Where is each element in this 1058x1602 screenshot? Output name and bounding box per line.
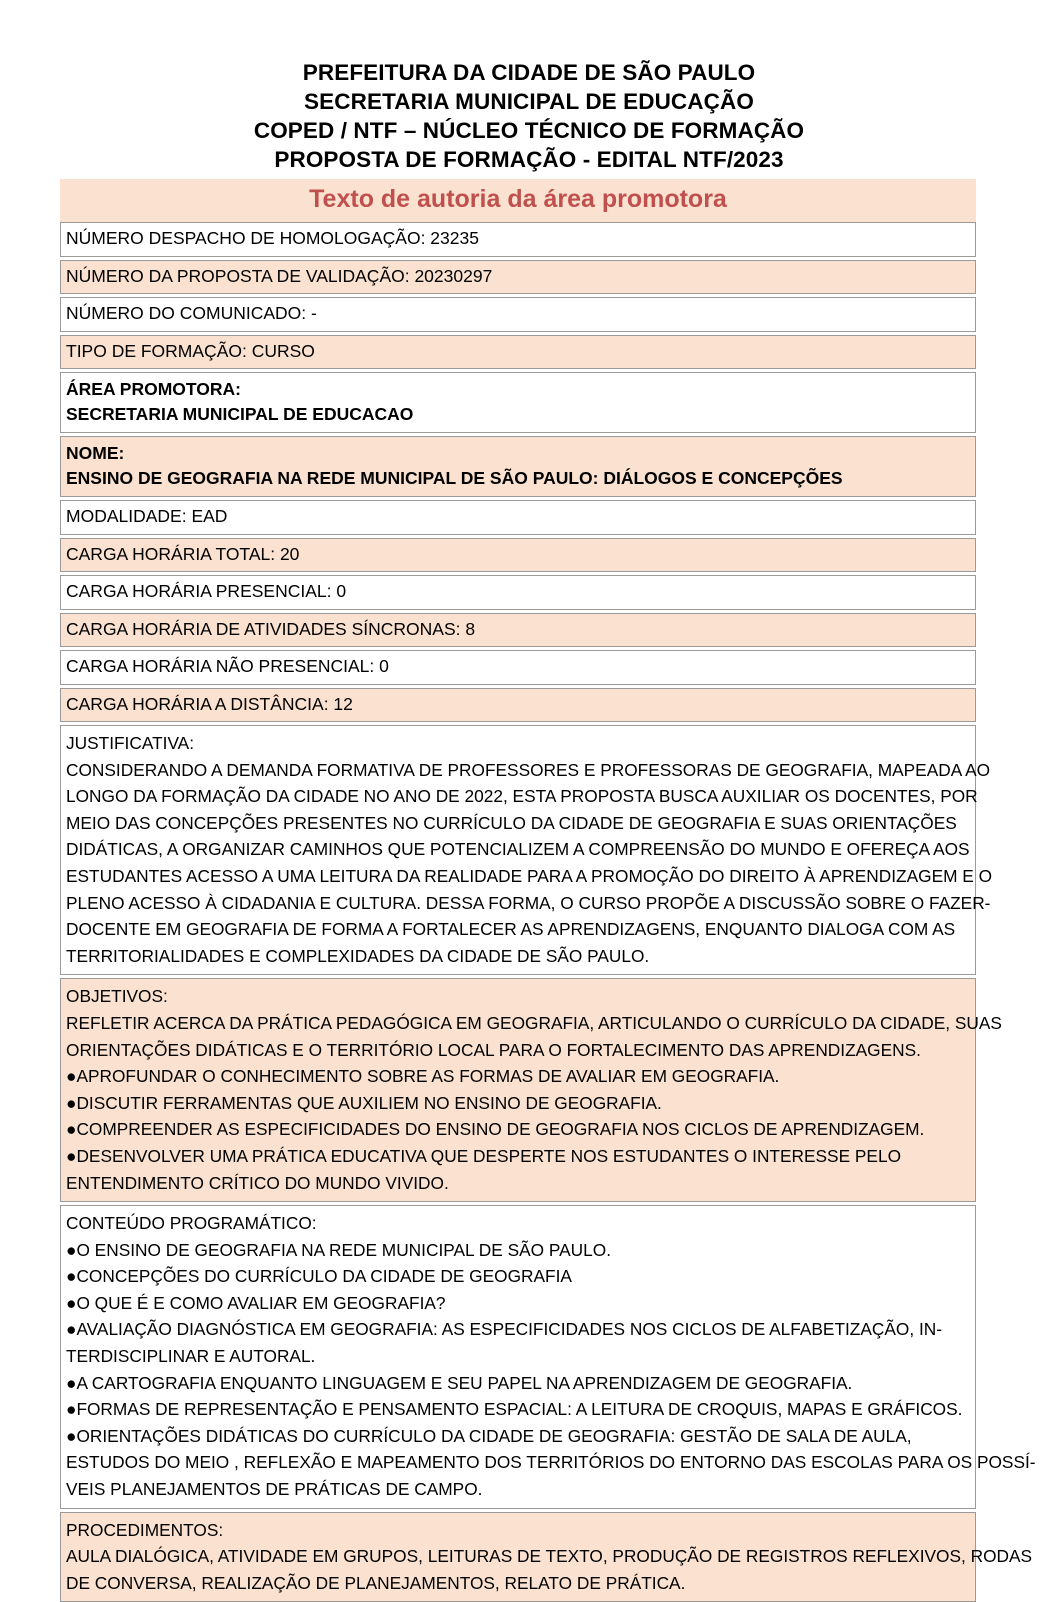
field-carga-distancia: CARGA HORÁRIA A DISTÂNCIA: 12	[66, 693, 353, 714]
field-carga-sincronas: CARGA HORÁRIA DE ATIVIDADES SÍNCRONAS: 8	[66, 618, 476, 639]
objetivos-line: ENTENDIMENTO CRÍTICO DO MUNDO VIVIDO.	[66, 1172, 449, 1193]
row-numero-despacho	[60, 222, 976, 257]
row-carga-total	[60, 538, 976, 573]
conteudo-bullet: ●AVALIAÇÃO DIAGNÓSTICA EM GEOGRAFIA: AS ESPECIFICIDADES NOS CICLOS DE ALFABETIZAÇÃO, IN-	[66, 1319, 942, 1340]
procedimentos-line: AULA DIALÓGICA, ATIVIDADE EM GRUPOS, LEITURAS DE TEXTO, PRODUÇÃO DE REGISTROS REFLEXIVOS, RODAS	[66, 1546, 1033, 1567]
label-justificativa: JUSTIFICATIVA:	[66, 733, 195, 753]
label-conteudo-programatico: CONTEÚDO PROGRAMÁTICO:	[66, 1213, 317, 1234]
objetivos-line: ORIENTAÇÕES DIDÁTICAS E O TERRITÓRIO LOCAL PARA O FORTALECIMENTO DAS APRENDIZAGENS.	[66, 1039, 921, 1060]
row-tipo-formacao	[60, 335, 976, 370]
row-objetivos	[60, 978, 1002, 1202]
justificativa-line: DIDÁTICAS, A ORGANIZAR CAMINHOS QUE POTENCIALIZEM A COMPREENSÃO DO MUNDO E OFEREÇA AOS	[66, 839, 970, 860]
row-procedimentos	[60, 1512, 1033, 1602]
banner-texto-autoria	[60, 179, 976, 222]
conteudo-bullet: ●O ENSINO DE GEOGRAFIA NA REDE MUNICIPAL DE SÃO PAULO.	[66, 1239, 611, 1260]
header-line-coped-ntf: COPED / NTF – NÚCLEO TÉCNICO DE FORMAÇÃO	[253, 118, 805, 143]
row-area-promotora	[60, 372, 976, 433]
row-carga-sincronas	[60, 613, 976, 648]
proposal-table	[60, 179, 1036, 1602]
value-nome: ENSINO DE GEOGRAFIA NA REDE MUNICIPAL DE SÃO PAULO: DIÁLOGOS E CONCEPÇÕES	[66, 468, 843, 488]
row-nome	[60, 436, 976, 497]
field-numero-proposta: NÚMERO DA PROPOSTA DE VALIDAÇÃO: 20230297	[66, 265, 493, 286]
row-carga-nao-presencial	[60, 650, 976, 685]
row-justificativa	[60, 725, 993, 975]
justificativa-line: PLENO ACESSO À CIDADANIA E CULTURA. DESSA FORMA, O CURSO PROPÕE A DISCUSSÃO SOBRE O FAZER-	[66, 892, 991, 913]
field-tipo-formacao: TIPO DE FORMAÇÃO: CURSO	[66, 340, 315, 361]
conteudo-bullet: ●CONCEPÇÕES DO CURRÍCULO DA CIDADE DE GEOGRAFIA	[66, 1266, 572, 1287]
field-carga-nao-presencial: CARGA HORÁRIA NÃO PRESENCIAL: 0	[66, 656, 389, 676]
objetivos-bullet: ●DISCUTIR FERRAMENTAS QUE AUXILIEM NO ENSINO DE GEOGRAFIA.	[66, 1092, 662, 1113]
label-area-promotora: ÁREA PROMOTORA:	[66, 379, 241, 399]
value-area-promotora: SECRETARIA MUNICIPAL DE EDUCACAO	[66, 404, 414, 424]
conteudo-bullet: ●ORIENTAÇÕES DIDÁTICAS DO CURRÍCULO DA CIDADE DE GEOGRAFIA: GESTÃO DE SALA DE AULA,	[66, 1425, 912, 1446]
row-carga-distancia	[60, 688, 976, 723]
label-procedimentos: PROCEDIMENTOS:	[66, 1519, 224, 1540]
justificativa-line: DOCENTE EM GEOGRAFIA DE FORMA A FORTALECER AS APRENDIZAGENS, ENQUANTO DIALOGA COM AS	[66, 919, 956, 940]
header-line-secretaria: SECRETARIA MUNICIPAL DE EDUCAÇÃO	[304, 89, 754, 114]
row-conteudo-programatico	[60, 1205, 1036, 1509]
row-carga-presencial	[60, 575, 976, 610]
justificativa-line: LONGO DA FORMAÇÃO DA CIDADE NO ANO DE 2022, ESTA PROPOSTA BUSCA AUXILIAR OS DOCENTES, POR	[66, 786, 978, 807]
field-carga-presencial: CARGA HORÁRIA PRESENCIAL: 0	[66, 581, 347, 601]
justificativa-line: ESTUDANTES ACESSO A UMA LEITURA DA REALIDADE PARA A PROMOÇÃO DO DIREITO À APRENDIZAGEM E O	[66, 865, 993, 886]
objetivos-bullet: ●DESENVOLVER UMA PRÁTICA EDUCATIVA QUE DESPERTE NOS ESTUDANTES O INTERESSE PELO	[66, 1145, 902, 1166]
justificativa-line: TERRITORIALIDADES E COMPLEXIDADES DA CIDADE DE SÃO PAULO.	[66, 945, 650, 966]
conteudo-bullet: ●FORMAS DE REPRESENTAÇÃO E PENSAMENTO ESPACIAL: A LEITURA DE CROQUIS, MAPAS E GRÁFICOS.	[66, 1399, 963, 1420]
objetivos-line: REFLETIR ACERCA DA PRÁTICA PEDAGÓGICA EM GEOGRAFIA, ARTICULANDO O CURRÍCULO DA CIDADE, SUAS	[66, 1012, 1002, 1033]
row-numero-comunicado	[60, 297, 976, 332]
justificativa-line: MEIO DAS CONCEPÇÕES PRESENTES NO CURRÍCULO DA CIDADE DE GEOGRAFIA E SUAS ORIENTAÇÕES	[66, 812, 957, 833]
conteudo-line: VEIS PLANEJAMENTOS DE PRÁTICAS DE CAMPO.	[66, 1479, 483, 1500]
objetivos-bullet: ●APROFUNDAR O CONHECIMENTO SOBRE AS FORMAS DE AVALIAR EM GEOGRAFIA.	[66, 1066, 780, 1087]
document-header	[0, 0, 1058, 174]
banner-title: Texto de autoria da área promotora	[309, 185, 727, 213]
header-line-proposta-edital: PROPOSTA DE FORMAÇÃO - EDITAL NTF/2023	[274, 147, 784, 172]
label-objetivos: OBJETIVOS:	[66, 986, 168, 1007]
objetivos-bullet: ●COMPREENDER AS ESPECIFICIDADES DO ENSINO DE GEOGRAFIA NOS CICLOS DE APRENDIZAGEM.	[66, 1119, 925, 1140]
label-nome: NOME:	[66, 443, 125, 463]
conteudo-bullet: ●A CARTOGRAFIA ENQUANTO LINGUAGEM E SEU PAPEL NA APRENDIZAGEM DE GEOGRAFIA.	[66, 1372, 853, 1393]
field-modalidade: MODALIDADE: EAD	[66, 506, 228, 526]
header-line-prefeitura: PREFEITURA DA CIDADE DE SÃO PAULO	[302, 60, 756, 85]
procedimentos-line: DE CONVERSA, REALIZAÇÃO DE PLANEJAMENTOS, RELATO DE PRÁTICA.	[66, 1572, 686, 1593]
field-carga-total: CARGA HORÁRIA TOTAL: 20	[66, 543, 300, 564]
field-numero-despacho: NÚMERO DESPACHO DE HOMOLOGAÇÃO: 23235	[66, 228, 479, 248]
conteudo-line: ESTUDOS DO MEIO , REFLEXÃO E MAPEAMENTO DOS TERRITÓRIOS DO ENTORNO DAS ESCOLAS PARA OS POSSÍ-	[66, 1452, 1036, 1473]
field-numero-comunicado: NÚMERO DO COMUNICADO: -	[66, 303, 317, 323]
row-numero-proposta	[60, 260, 976, 295]
justificativa-line: CONSIDERANDO A DEMANDA FORMATIVA DE PROFESSORES E PROFESSORAS DE GEOGRAFIA, MAPEADA AO	[66, 759, 991, 780]
row-modalidade	[60, 500, 976, 535]
conteudo-line: TERDISCIPLINAR E AUTORAL.	[66, 1346, 316, 1367]
conteudo-bullet: ●O QUE É E COMO AVALIAR EM GEOGRAFIA?	[66, 1292, 446, 1313]
